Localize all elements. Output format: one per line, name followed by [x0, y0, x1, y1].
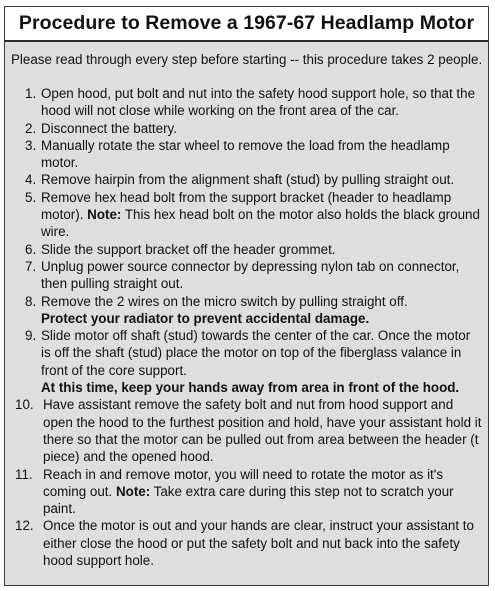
step-11: 11. Reach in and remove motor, you will need to rotate the motor as it's coming out. Note: Take extra care during this step not to scratch your paint. [15, 466, 454, 517]
step-12: 12. Once the motor is out and your hands are clear, instruct your assistant to either close the hood or put the safety bolt and nut back into the safety hood support hole. [15, 518, 474, 569]
steps-list [5, 85, 488, 569]
warning-text: At this time, keep your hands away from area in front of the hood. [41, 380, 460, 396]
step-4: 4. Remove hairpin from the alignment shaft (stud) by pulling straight out. [25, 172, 455, 188]
step-2: 2. Disconnect the battery. [25, 120, 177, 136]
step-10: 10. Have assistant remove the safety bolt and nut from hood support and open the hood to the furthest position and hold, have your assistant hold it there so that the motor can be pulled out from area between the header (t piece) and the opened hood. [15, 397, 482, 465]
step-6: 6. Slide the support bracket off the header grommet. [25, 241, 336, 257]
step-8: 8. Remove the 2 wires on the micro switch by pulling straight off. Protect your radiator to prevent accidental damage. [25, 293, 408, 326]
step-1: 1. Open hood, put bolt and nut into the safety hood support hole, so that the hood will not close while working on the front area of the car. [25, 86, 476, 119]
step-9: 9. Slide motor off shaft (stud) towards the center of the car. Once the motor is off the shaft (stud) place the motor on top of the fiberglass valance in front of the core support. At this time, keep your hands away from area in front of the hood. [25, 328, 471, 396]
warning-text: Protect your radiator to prevent accidental damage. [41, 310, 370, 326]
note-label: Note: [115, 483, 151, 499]
step-3: 3. Manually rotate the star wheel to remove the load from the headlamp motor. [25, 137, 450, 171]
note-label: Note: [87, 207, 122, 223]
step-7: 7. Unplug power source connector by depressing nylon tab on connector, then pulling straight out. [25, 258, 460, 292]
step-5: 5. Remove hex head bolt from the support bracket (header to headlamp motor). Note: This hex head bolt on the motor also holds the black ground wire. [25, 189, 480, 240]
intro-text: Please read through every step before starting -- this procedure takes 2 people. [11, 52, 483, 67]
page-title: Procedure to Remove a 1967-67 Headlamp Motor [5, 7, 488, 42]
procedure-panel [4, 6, 489, 586]
